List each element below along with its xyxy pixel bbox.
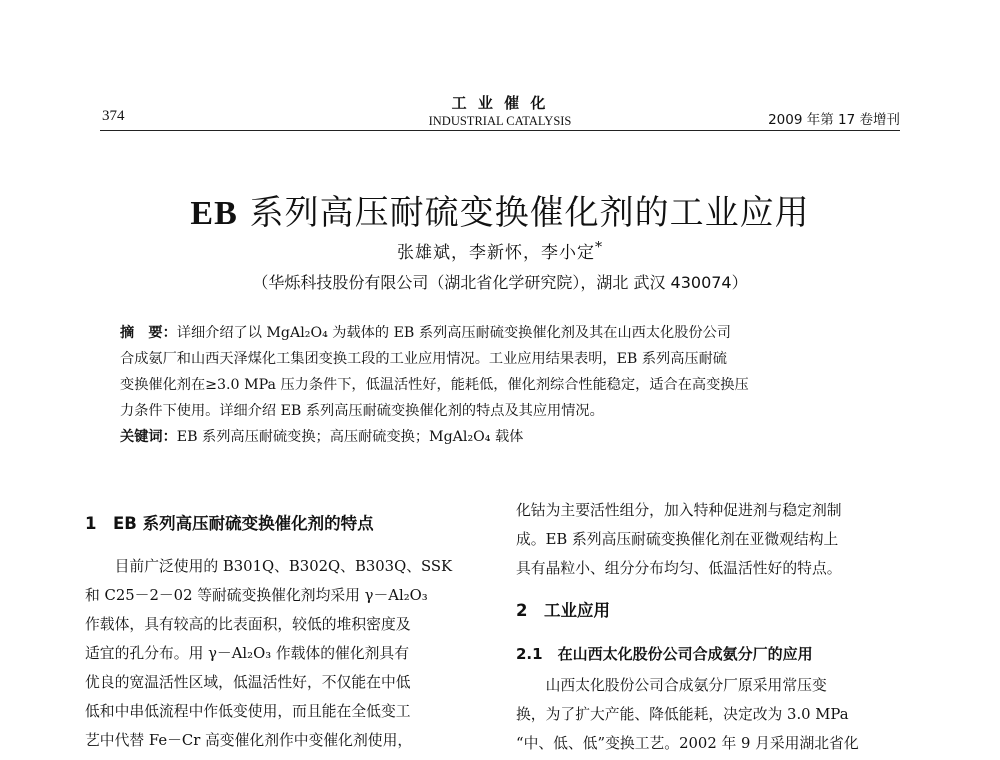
affiliation: （华烁科技股份有限公司（湖北省化学研究院），湖北 武汉 430074） [252, 273, 748, 292]
abstract-line: 合成氨厂和山西天泽煤化工集团变换工段的工业应用情况。工业应用结果表明，EB 系列高压耐硫 [120, 351, 727, 367]
right-column [516, 496, 904, 758]
body-line: 和 C25－2－02 等耐硫变换催化剂均采用 γ－Al₂O₃ [85, 587, 428, 604]
corresponding-author-mark: * [594, 239, 604, 256]
body-line: 化钴为主要活性组分，加入特种促进剂与稳定剂制 [516, 502, 842, 519]
section-1-heading: 1 EB 系列高压耐硫变换催化剂的特点 [85, 514, 374, 533]
body-line: 低和中串低流程中作低变使用，而且能在全低变工 [85, 703, 411, 720]
body-line: 作载体，具有较高的比表面积，较低的堆积密度及 [85, 616, 411, 633]
author-list [0, 238, 1000, 263]
title-prefix: EB [190, 195, 238, 232]
issue-info: 2009 年第 17 卷增刊 [768, 112, 900, 128]
abstract-line: 力条件下使用。详细介绍 EB 系列高压耐硫变换催化剂的特点及其应用情况。 [120, 403, 604, 419]
abstract-label: 摘 要： [120, 325, 177, 341]
body-line: 换，为了扩大产能、降低能耗，决定改为 3.0 MPa [516, 706, 849, 723]
body-line: 山西太化股份公司合成氨分厂原采用常压变 [516, 677, 827, 694]
body-line: 适宜的孔分布。用 γ－Al₂O₃ 作载体的催化剂具有 [85, 645, 410, 662]
abstract-line: 变换催化剂在≥3.0 MPa 压力条件下，低温活性好，能耗低，催化剂综合性能稳定，适合在高变换压 [120, 377, 749, 393]
keywords-label: 关键词： [120, 429, 177, 445]
body-line: 成。EB 系列高压耐硫变换催化剂在亚微观结构上 [516, 531, 839, 548]
abstract-line [120, 320, 880, 346]
journal-name-en: INDUSTRIAL CATALYSIS [428, 114, 572, 128]
body-line: “中、低、低”变换工艺。2002 年 9 月采用湖北省化 [516, 735, 859, 752]
keywords-text: EB 系列高压耐硫变换；高压耐硫变换；MgAl₂O₄ 载体 [176, 429, 524, 445]
keywords-line [120, 424, 880, 450]
body-line: 艺中代替 Fe－Cr 高变催化剂作中变催化剂使用， [85, 732, 413, 749]
abstract [120, 320, 880, 450]
subsection-2-1-heading: 2.1 在山西太化股份公司合成氨分厂的应用 [516, 645, 813, 663]
left-column [85, 496, 473, 755]
abstract-text: 详细介绍了以 MgAl₂O₄ 为载体的 EB 系列高压耐硫变换催化剂及其在山西太化股份公司 [176, 325, 731, 341]
body-line: 优良的宽温活性区域，低温活性好，不仅能在中低 [85, 674, 411, 691]
body-line: 目前广泛使用的 B301Q、B302Q、B303Q、SSK [85, 558, 453, 575]
header-divider [100, 130, 900, 131]
authors-text: 张雄斌，李新怀，李小定 [396, 243, 595, 263]
article-title [0, 185, 1000, 234]
journal-name-cn: 工 业 催 化 [451, 94, 549, 112]
title-text: 系列高压耐硫变换催化剂的工业应用 [237, 193, 810, 233]
page-number: 374 [102, 108, 125, 124]
section-2-heading: 2 工业应用 [516, 601, 610, 620]
body-line: 具有晶粒小、组分分布均匀、低温活性好的特点。 [516, 560, 842, 577]
